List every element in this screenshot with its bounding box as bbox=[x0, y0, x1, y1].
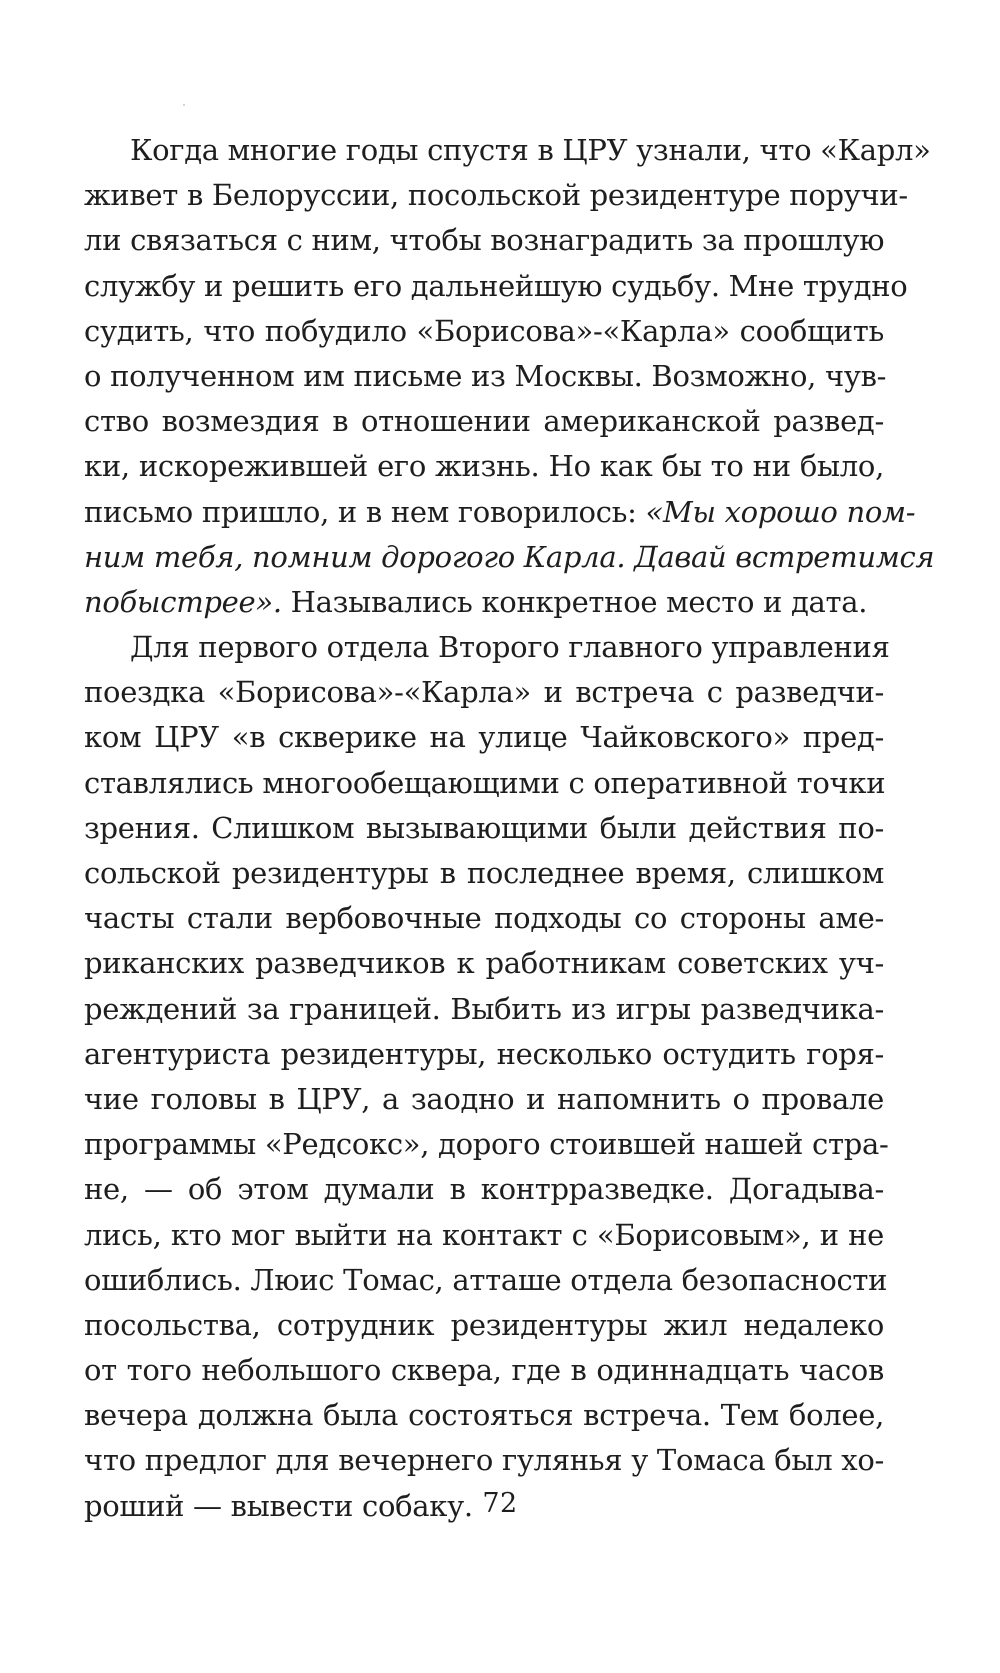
text-line bbox=[84, 1303, 884, 1348]
text-segment: посольства, сотрудник резидентуры жил недалеко bbox=[84, 1307, 884, 1342]
text-line bbox=[84, 941, 884, 986]
text-line bbox=[84, 670, 884, 715]
text-line bbox=[84, 490, 916, 535]
text-line bbox=[84, 1122, 889, 1167]
text-line bbox=[84, 896, 884, 941]
text-segment: ком ЦРУ «в скверике на улице Чайковского» пред- bbox=[84, 720, 884, 755]
page-number: 72 bbox=[482, 1488, 518, 1519]
text-line bbox=[84, 1258, 888, 1303]
text-segment: риканских разведчиков к работникам советских уч- bbox=[84, 946, 884, 981]
text-line bbox=[84, 1077, 884, 1122]
text-segment: Для первого отдела Второго главного управления bbox=[130, 630, 890, 665]
text-segment: о полученном им письме из Москвы. Возможно, чув- bbox=[84, 358, 887, 393]
italic-quote-segment: побыстрее». bbox=[84, 584, 282, 619]
paragraph bbox=[84, 625, 890, 1529]
text-segment: роший — вывести собаку. bbox=[84, 1488, 473, 1523]
text-segment: службу и решить его дальнейшую судьбу. Мне трудно bbox=[84, 268, 908, 303]
text-line bbox=[84, 1393, 884, 1438]
text-line bbox=[84, 173, 908, 218]
text-line bbox=[84, 580, 884, 625]
text-line bbox=[84, 218, 884, 263]
text-segment: от того небольшого сквера, где в одиннадцать часов bbox=[84, 1353, 884, 1388]
text-line bbox=[84, 535, 935, 580]
text-line bbox=[84, 1438, 884, 1483]
text-line bbox=[84, 625, 890, 670]
text-line bbox=[84, 715, 884, 760]
text-line bbox=[84, 264, 908, 309]
text-segment: ошиблись. Люис Томас, атташе отдела безопасности bbox=[84, 1262, 888, 1297]
text-segment: ство возмездия в отношении американской развед- bbox=[84, 404, 884, 439]
text-segment: зрения. Слишком вызывающими были действия по- bbox=[84, 810, 884, 845]
text-segment: Когда многие годы спустя в ЦРУ узнали, что «Карл» bbox=[130, 133, 931, 167]
text-segment: сольской резидентуры в последнее время, слишком bbox=[84, 856, 884, 890]
text-segment: реждений за границей. Выбить из игры разведчика- bbox=[84, 991, 884, 1026]
text-segment: живет в Белоруссии, посольской резидентуре поручи- bbox=[84, 178, 908, 213]
text-segment: ки, искорежившей его жизнь. Но как бы то ни было, bbox=[84, 449, 884, 484]
italic-quote-segment: «Мы хорошо пом- bbox=[645, 494, 916, 529]
text-line bbox=[84, 444, 884, 489]
text-segment: вечера должна была состояться встреча. Тем более, bbox=[84, 1398, 884, 1433]
scan-speck bbox=[183, 104, 185, 106]
text-segment: не, — об этом думали в контрразведке. Догадыва- bbox=[84, 1172, 884, 1207]
text-segment: судить, что побудило «Борисова»-«Карла» сообщить bbox=[84, 313, 884, 348]
text-segment: ставлялись многообещающими с оперативной точки bbox=[84, 765, 886, 800]
text-segment: ли связаться с ним, чтобы вознаградить за прошлую bbox=[84, 223, 885, 258]
text-line bbox=[84, 851, 884, 896]
text-line bbox=[84, 987, 884, 1032]
text-segment: лись, кто мог выйти на контакт с «Борисовым», и не bbox=[84, 1217, 884, 1252]
paragraph bbox=[84, 128, 935, 625]
text-line bbox=[84, 1213, 884, 1258]
text-line bbox=[84, 1348, 884, 1393]
text-line bbox=[84, 1167, 884, 1212]
text-segment: агентуриста резидентуры, несколько остудить горя- bbox=[84, 1036, 884, 1071]
body-text bbox=[84, 128, 935, 1529]
text-line bbox=[84, 309, 884, 354]
text-line bbox=[84, 1032, 884, 1077]
text-segment: что предлог для вечернего гулянья у Томаса был хо- bbox=[84, 1443, 884, 1478]
text-line bbox=[84, 354, 887, 399]
text-line bbox=[84, 761, 884, 806]
text-line bbox=[84, 128, 931, 173]
italic-quote-segment: ним тебя, помним дорогого Карла. Давай встретимся bbox=[84, 539, 935, 574]
text-segment: часты стали вербовочные подходы со стороны аме- bbox=[84, 901, 884, 936]
text-segment: письмо пришло, и в нем говорилось: bbox=[84, 494, 646, 529]
text-segment: Назывались конкретное место и дата. bbox=[281, 584, 868, 619]
text-line bbox=[84, 806, 884, 851]
text-segment: поездка «Борисова»-«Карла» и встреча с разведчи- bbox=[84, 675, 884, 710]
text-segment: программы «Редсокс», дорого стоившей нашей стра- bbox=[84, 1127, 889, 1162]
text-line bbox=[84, 399, 884, 444]
text-segment: чие головы в ЦРУ, а заодно и напомнить о провале bbox=[84, 1081, 884, 1116]
